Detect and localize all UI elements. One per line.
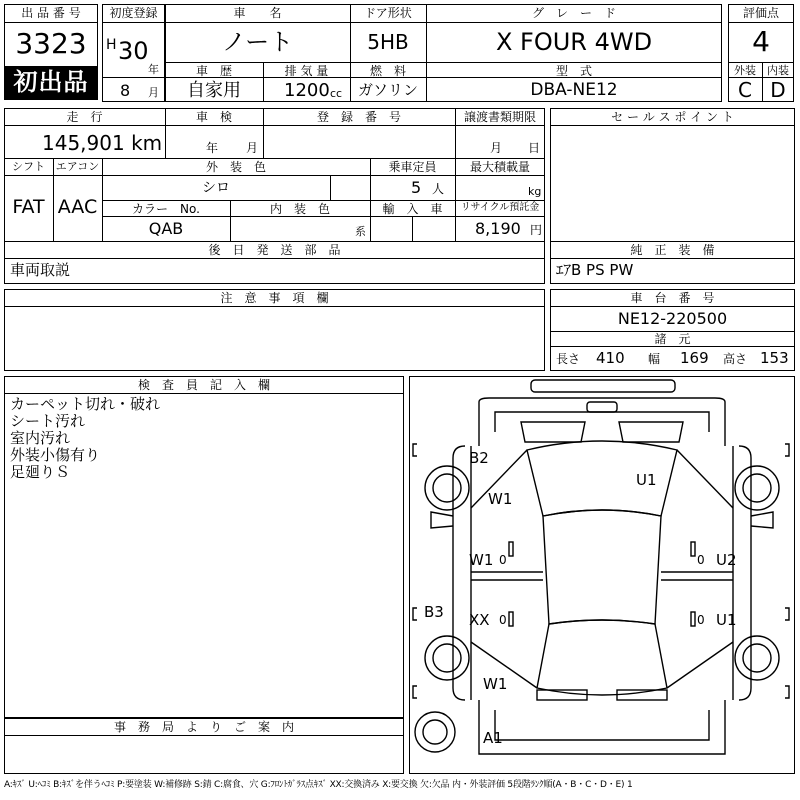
length: 410 [596,349,625,367]
tire-front-left [425,466,469,510]
chassis-label: 車 台 番 号 [630,291,715,305]
car-name-label: 車 名 [233,6,282,20]
inspector-note: 足廻りＳ [10,463,71,481]
registration-number-label: 登 録 番 号 [316,110,401,124]
recycle-fee: 8,190 [475,219,521,238]
exterior-color: シロ [202,180,230,196]
spare-tire-inner [423,720,447,744]
divider [550,306,795,307]
interior-grade: D [770,78,786,102]
inspection-label: 車 検 [195,110,232,124]
damage-mark: B2 [469,449,489,467]
divider [550,125,795,126]
shift-label: シフト [12,160,45,173]
rear-bumper-inner [495,710,709,740]
month-unit: 月 [148,86,159,99]
inspection-year-unit: 年 [206,141,219,155]
history: 自家用 [187,80,241,101]
capacity-unit: 人 [432,182,445,196]
color-number: QAB [148,219,184,238]
lot-number: 3323 [15,27,87,60]
divider [4,306,545,307]
damage-mark: 0 [697,613,705,627]
grade: X FOUR 4WD [495,28,653,56]
divider [4,393,404,394]
tire-front-right-inner [743,474,771,502]
legend: A:ｷｽﾞ U:ﾍｺﾐ B:ｷｽﾞを伴うﾍｺﾐ P:要塗装 W:補修跡 S:錆 C:腐食、穴 G:ﾌﾛﾝﾄｶﾞﾗｽ点ｷｽﾞ XX:交換済み X:要交換 欠:欠品 内・外装評価 5段階ﾗﾝｸ順(A・B・C・D・E) 1 [4,780,633,790]
ac-label: エアコン [55,160,100,173]
inspector-note: カーペット切れ・破れ [10,395,161,413]
mileage: 145,901 km [42,131,163,155]
interior-color-unit: 系 [355,225,366,238]
door-handle [509,542,513,556]
damage-mark: B3 [424,603,444,621]
later-parts: 車両取説 [10,261,71,279]
lot-number-label: 出 品 番 号 [21,6,81,20]
damage-mark: U1 [716,611,737,629]
transfer-deadline-label: 譲渡書類期限 [463,110,536,124]
divider [165,22,722,23]
divider [550,346,795,347]
interior-color-label: 内 装 色 [269,202,330,216]
door-handle [691,612,695,626]
sales-point-label: セ ー ル ス ポ イ ン ト [611,110,734,124]
rear-window [537,620,667,695]
divider [550,241,795,242]
front-grille [587,402,617,412]
dimensions-label: 諸 元 [654,332,691,346]
divider [165,77,722,78]
damage-mark: U1 [636,471,657,489]
capacity-label: 乗車定員 [388,160,437,174]
tail-light-left [537,690,587,700]
transfer-month-unit: 月 [490,141,503,155]
model-label: 型 式 [555,64,592,78]
later-parts-label: 後 日 発 送 部 品 [208,243,341,257]
divider [550,258,795,259]
exterior-color-label: 外 装 色 [205,160,266,174]
inspection-month-unit: 月 [246,141,259,155]
damage-mark: A1 [483,729,503,747]
divider [4,22,98,23]
equipment-label: 純 正 装 備 [630,243,715,257]
mirror-right [751,512,773,528]
first-registration-year: 30 [118,37,149,65]
height-label: 高さ [723,352,748,366]
spare-tire [415,712,455,752]
c-pillar-right [667,642,733,688]
mileage-label: 走 行 [66,110,103,124]
import-label: 輸 入 車 [382,202,443,216]
max-load-label: 最大積載量 [469,160,530,174]
grade-label: グ レ ー ド [531,6,616,20]
width-label: 幅 [648,352,661,366]
displacement: 1200 [284,80,330,101]
tire-rear-left-inner [433,644,461,672]
door-handle [691,542,695,556]
first-registration-label: 初度登録 [109,6,158,20]
history-label: 車 歴 [195,64,232,78]
divider [102,200,545,201]
divider [4,175,545,176]
divider [330,175,331,200]
damage-mark: W1 [483,675,508,693]
fuel-label: 燃 料 [369,64,406,78]
inspector-note: 外装小傷有り [10,446,101,464]
max-load-unit: kg [528,185,542,198]
divider [102,22,165,23]
displacement-label: 排 気 量 [284,64,329,78]
tire-front-left-inner [433,474,461,502]
damage-mark: W1 [469,551,494,569]
tire-rear-left [425,636,469,680]
exterior-grade: C [738,78,752,102]
equipment: ｴｱB PS PW [556,261,634,279]
notes-label: 注 意 事 項 欄 [220,291,329,305]
inspector-note: 室内汚れ [10,429,71,447]
color-number-label: カラー No. [132,202,200,216]
height: 153 [760,349,789,367]
length-label: 長さ [556,352,581,366]
score: 4 [752,25,770,58]
chassis-number: NE12-220500 [617,309,728,328]
year-unit: 年 [148,63,159,76]
air-conditioner: AAC [57,196,98,218]
mirror-left [431,512,453,528]
damage-mark: 0 [697,553,705,567]
divider [4,125,545,126]
first-listing-badge: 初出品 [5,66,97,99]
door-handle [509,612,513,626]
office-label: 事 務 局 よ り ご 案 内 [113,720,294,734]
capacity: 5 [411,178,422,197]
front-bumper [531,380,675,392]
divider [728,22,794,23]
a-pillar-right [677,450,733,508]
shift: FAT [12,196,45,218]
fuel: ガソリン [357,81,418,99]
tire-front-right [735,466,779,510]
divider [102,77,165,78]
divider [412,216,413,241]
tire-rear-right-inner [743,644,771,672]
divider [4,258,545,259]
rear-bumper [479,700,725,754]
damage-mark: 0 [499,553,507,567]
damage-mark: U2 [716,551,737,569]
first-registration-month: 8 [120,81,131,100]
body-left [453,446,465,700]
exterior-label: 外装 [734,64,756,77]
displacement-unit: cc [330,87,343,100]
car-name: ノート [221,28,294,56]
divider [728,62,794,63]
body-right [739,446,751,700]
divider [102,216,545,217]
damage-mark: 0 [499,613,507,627]
damage-mark: W1 [488,490,513,508]
hood [479,398,725,446]
recycle-label: リサイクル預託金 [460,202,540,213]
tail-light-right [617,690,667,700]
score-label: 評価点 [742,6,779,20]
width: 169 [680,349,709,367]
door-type: 5HB [367,30,409,54]
era: H [106,37,117,53]
inspector-label: 検 査 員 記 入 欄 [137,378,270,392]
interior-label: 内装 [767,64,789,77]
recycle-unit: 円 [530,223,543,237]
divider [4,241,545,242]
damage-mark: XX [469,611,490,629]
model-code: DBA-NE12 [530,80,618,100]
divider [4,735,404,736]
transfer-day-unit: 日 [528,141,541,155]
roof [543,510,661,624]
divider [4,158,545,159]
divider [165,62,722,63]
car-diagram [409,376,795,774]
inspector-note: シート汚れ [10,412,86,430]
divider [455,108,456,241]
tire-rear-right [735,636,779,680]
headlight-left [521,422,585,442]
headlight-right [619,422,683,442]
door-label: ドア形状 [364,6,412,20]
